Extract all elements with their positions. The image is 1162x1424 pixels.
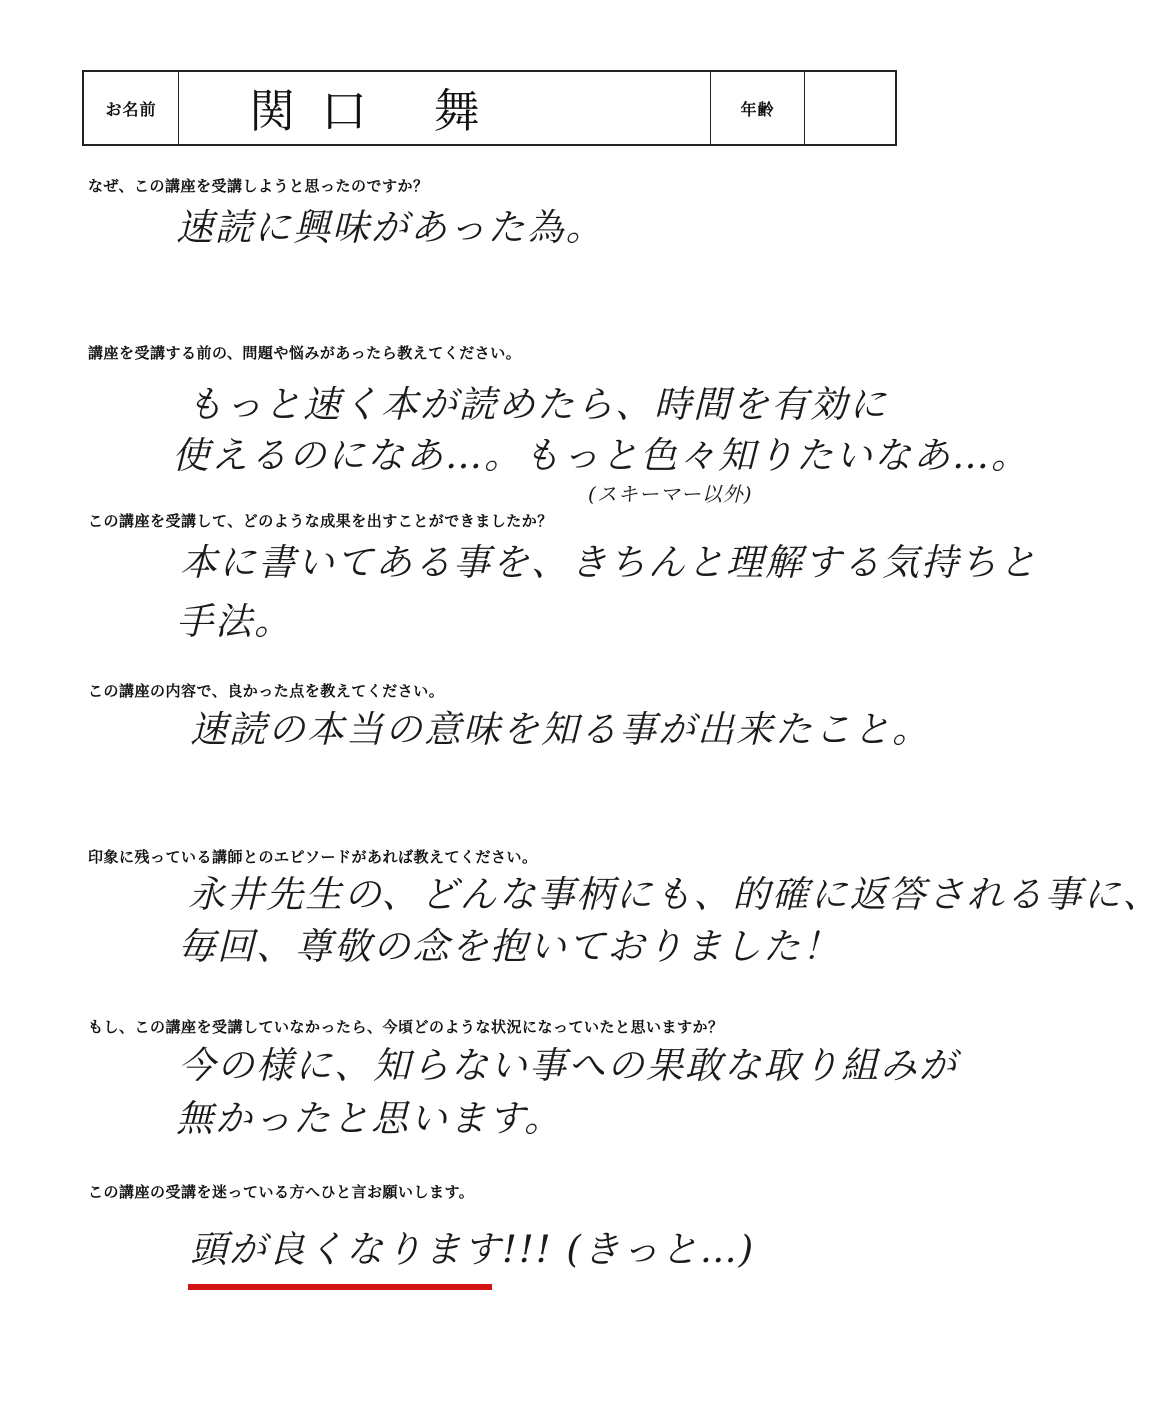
answer-7-line-1: 頭が良くなります!!! (きっと…) [190, 1228, 756, 1271]
age-label: 年齢 [711, 72, 805, 144]
name-label: お名前 [84, 72, 179, 144]
answer-4-line-1: 速読の本当の意味を知る事が出来たこと。 [190, 708, 931, 751]
question-6: もし、この講座を受講していなかったら、今頃どのような状況になっていたと思いますか？ [88, 1018, 724, 1036]
question-5: 印象に残っている講師とのエピソードがあれば教えてください。 [88, 848, 538, 866]
question-2: 講座を受講する前の、問題や悩みがあったら教えてください。 [88, 344, 522, 362]
answer-5-line-2: 毎回、尊敬の念を抱いておりました！ [178, 925, 841, 968]
answer-3-line-2: 手法。 [176, 600, 293, 643]
question-3: この講座を受講して、どのような成果を出すことができましたか？ [88, 512, 553, 530]
answer-3-line-1: 本に書いてある事を、きちんと理解する気持ちと [180, 541, 1038, 584]
question-4: この講座の内容で、良かった点を教えてください。 [88, 682, 445, 700]
header-table [82, 70, 897, 146]
red-highlight-underline [188, 1284, 492, 1290]
age-value[interactable] [805, 72, 895, 144]
answer-6-line-2: 無かったと思います。 [176, 1097, 564, 1140]
answer-1-line-1: 速読に興味があった為。 [176, 206, 605, 249]
question-7: この講座の受講を迷っている方へひと言お願いします。 [88, 1183, 475, 1201]
answer-5-line-1: 永井先生の、どんな事柄にも、的確に返答される事に、 [188, 873, 1162, 916]
question-1: なぜ、この講座を受講しようと思ったのですか？ [88, 177, 429, 195]
name-value[interactable]: 関口 舞 [179, 72, 711, 144]
answer-6-line-1: 今の様に、知らない事への果敢な取り組みが [178, 1044, 958, 1087]
answer-2-annotation: (スキーマー以外) [588, 482, 753, 506]
answer-2-line-2: 使えるのになあ…。もっと色々知りたいなあ…。 [172, 434, 1030, 477]
answer-2-line-1: もっと速く本が読めたら、時間を有効に [186, 383, 888, 426]
